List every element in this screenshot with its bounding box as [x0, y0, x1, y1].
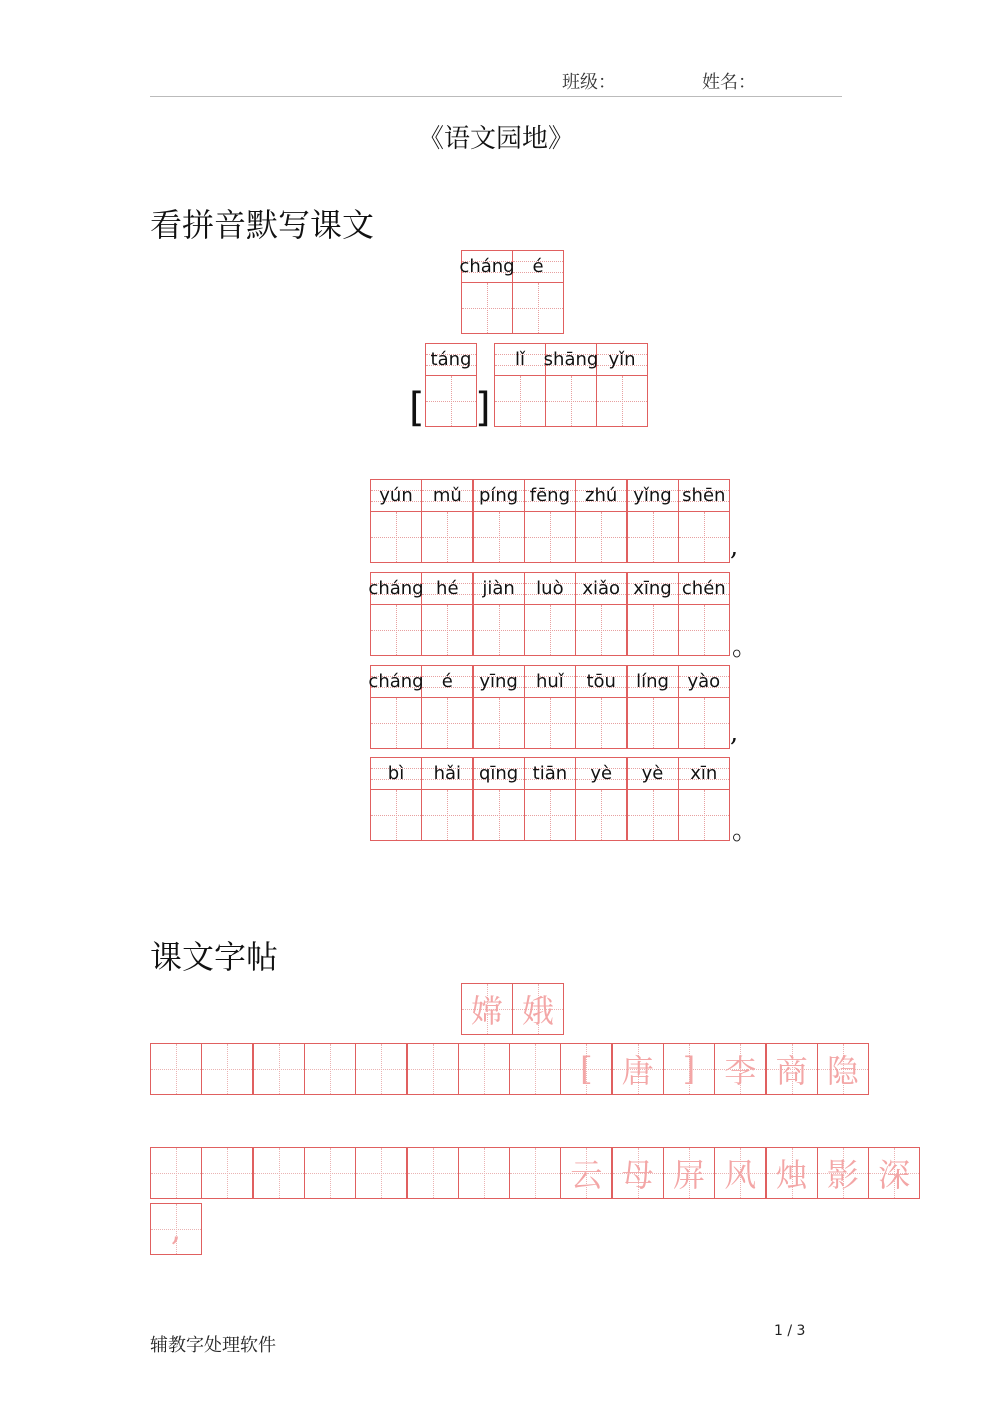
pinyin-label: qīng [478, 763, 519, 784]
write-box[interactable] [426, 376, 476, 426]
poem-cell [473, 665, 525, 749]
pinyin-label: yún [379, 485, 413, 506]
write-box[interactable] [371, 605, 421, 655]
copybook-cell[interactable] [253, 1043, 305, 1095]
pinyin-label: xiǎo [582, 578, 621, 599]
copybook-cell[interactable] [304, 1147, 356, 1199]
poem-cell [421, 479, 473, 563]
line-punctuation: , [730, 532, 739, 562]
poem-cell [627, 479, 679, 563]
pinyin-label: cháng [368, 671, 424, 692]
header-divider [150, 96, 842, 97]
pinyin-label: xīng [633, 578, 672, 599]
write-box[interactable] [525, 790, 575, 840]
copybook-cell[interactable] [612, 1043, 664, 1095]
write-box[interactable] [679, 512, 729, 562]
copybook-cell[interactable] [868, 1147, 920, 1199]
copybook-cell[interactable] [407, 1147, 459, 1199]
write-box[interactable] [513, 283, 563, 333]
dynasty-cell [425, 343, 477, 427]
copybook-cell[interactable] [663, 1043, 715, 1095]
write-box[interactable] [422, 605, 472, 655]
write-box[interactable] [628, 698, 678, 748]
copybook-cell[interactable] [355, 1147, 407, 1199]
close-bracket: ] [475, 385, 491, 431]
write-box[interactable] [495, 376, 545, 426]
trace-char: , [170, 1210, 182, 1248]
write-box[interactable] [679, 790, 729, 840]
trace-char: 风 [724, 1156, 757, 1194]
trace-char: 隐 [826, 1052, 859, 1090]
pinyin-label: é [441, 671, 453, 692]
page-title: 《语文园地》 [417, 124, 574, 154]
write-box[interactable] [371, 512, 421, 562]
copybook-cell[interactable] [612, 1147, 664, 1199]
copybook-cell[interactable] [150, 1043, 202, 1095]
poem-cell [575, 665, 627, 749]
poem-cell [678, 757, 730, 841]
pinyin-label: shēn [682, 485, 726, 506]
write-box[interactable] [576, 698, 626, 748]
poem-cell [678, 479, 730, 563]
write-box[interactable] [422, 698, 472, 748]
poem-cell [473, 572, 525, 656]
poem-cell [370, 757, 422, 841]
copybook-cell[interactable] [560, 1043, 612, 1095]
section-heading-dictation: 看拼音默写课文 [150, 206, 375, 244]
trace-char: [ [580, 1050, 593, 1088]
poem-cell [627, 665, 679, 749]
pinyin-label: cháng [459, 256, 515, 277]
poem-cell [421, 665, 473, 749]
copybook-cell[interactable] [714, 1043, 766, 1095]
poem-cell [473, 479, 525, 563]
pinyin-label: yè [590, 763, 613, 784]
pinyin-label: yè [641, 763, 664, 784]
write-box[interactable] [422, 512, 472, 562]
pinyin-label: yǐn [608, 349, 636, 370]
write-box[interactable] [597, 376, 647, 426]
pinyin-label: yīng [479, 671, 518, 692]
copybook-cell[interactable] [407, 1043, 459, 1095]
poem-cell [370, 572, 422, 656]
write-box[interactable] [679, 605, 729, 655]
poem-cell [575, 572, 627, 656]
write-box[interactable] [628, 605, 678, 655]
write-box[interactable] [525, 512, 575, 562]
trace-char: 云 [570, 1156, 603, 1194]
trace-char: 深 [878, 1156, 911, 1194]
write-box[interactable] [525, 698, 575, 748]
copybook-cell[interactable] [458, 1147, 510, 1199]
write-box[interactable] [371, 698, 421, 748]
copybook-cell[interactable] [509, 1147, 561, 1199]
pinyin-label: píng [478, 485, 519, 506]
pinyin-label: luò [536, 578, 564, 599]
pinyin-label: chén [681, 578, 726, 599]
open-bracket: [ [409, 385, 425, 431]
poem-cell [678, 665, 730, 749]
pinyin-label: hǎi [433, 763, 462, 784]
page-number: 1 / 3 [774, 1323, 806, 1339]
write-box[interactable] [525, 605, 575, 655]
pinyin-label: zhú [585, 485, 618, 506]
pinyin-label: huǐ [535, 671, 564, 692]
poem-cell [473, 757, 525, 841]
write-box[interactable] [576, 790, 626, 840]
poem-cell [627, 572, 679, 656]
poem-cell [524, 572, 576, 656]
pinyin-label: jiàn [482, 578, 515, 599]
pinyin-label: yào [687, 671, 721, 692]
pinyin-label: xīn [690, 763, 718, 784]
poem-cell [370, 479, 422, 563]
author-cell [545, 343, 597, 427]
poem-cell [421, 572, 473, 656]
write-box[interactable] [576, 605, 626, 655]
poem-cell [421, 757, 473, 841]
copybook-cell[interactable] [201, 1147, 253, 1199]
poem-cell [524, 665, 576, 749]
pinyin-label: hé [436, 578, 459, 599]
pinyin-label: bì [387, 763, 405, 784]
write-box[interactable] [679, 698, 729, 748]
copybook-cell[interactable] [150, 1203, 202, 1255]
author-cell [596, 343, 648, 427]
pinyin-label: fēng [529, 485, 571, 506]
trace-char: 母 [621, 1156, 654, 1194]
poem-cell [575, 757, 627, 841]
pinyin-label: líng [636, 671, 669, 692]
copybook-cell[interactable] [461, 983, 513, 1035]
name-label: 姓名： [702, 72, 756, 93]
copybook-cell[interactable] [150, 1147, 202, 1199]
trace-char: 屏 [672, 1156, 705, 1194]
line-punctuation: , [730, 718, 739, 748]
copybook-cell[interactable] [663, 1147, 715, 1199]
line-punctuation: 。 [732, 632, 759, 662]
write-box[interactable] [474, 512, 524, 562]
write-box[interactable] [546, 376, 596, 426]
copybook-cell[interactable] [714, 1147, 766, 1199]
pinyin-label: lǐ [514, 349, 525, 370]
copybook-cell[interactable] [766, 1043, 818, 1095]
pinyin-label: táng [430, 349, 472, 370]
copybook-cell[interactable] [817, 1147, 869, 1199]
author-cell [494, 343, 546, 427]
write-box[interactable] [576, 512, 626, 562]
trace-char: ] [682, 1050, 696, 1088]
write-box[interactable] [422, 790, 472, 840]
copybook-cell[interactable] [817, 1043, 869, 1095]
poem-title-cell [461, 250, 513, 334]
pinyin-label: tiān [532, 763, 568, 784]
poem-title-cell [512, 250, 564, 334]
write-box[interactable] [628, 790, 678, 840]
footer-software-name: 辅教字处理软件 [150, 1335, 276, 1356]
write-box[interactable] [474, 790, 524, 840]
poem-cell [524, 479, 576, 563]
pinyin-label: é [532, 256, 544, 277]
trace-char: 唐 [621, 1052, 654, 1090]
pinyin-label: tōu [586, 671, 616, 692]
copybook-cell[interactable] [201, 1043, 253, 1095]
trace-char: 影 [826, 1156, 859, 1194]
write-box[interactable] [474, 605, 524, 655]
pinyin-label: mǔ [432, 485, 462, 506]
poem-cell [678, 572, 730, 656]
trace-char: 娥 [521, 992, 554, 1030]
copybook-cell[interactable] [253, 1147, 305, 1199]
copybook-cell[interactable] [766, 1147, 818, 1199]
trace-char: 嫦 [470, 992, 503, 1030]
pinyin-label: shāng [543, 349, 599, 370]
write-box[interactable] [371, 790, 421, 840]
pinyin-label: yǐng [633, 485, 672, 506]
copybook-cell[interactable] [512, 983, 564, 1035]
trace-char: 商 [775, 1052, 808, 1090]
class-label: 班级： [562, 72, 616, 93]
poem-cell [524, 757, 576, 841]
section-heading-copybook: 课文字帖 [150, 938, 279, 976]
write-box[interactable] [474, 698, 524, 748]
copybook-cell[interactable] [509, 1043, 561, 1095]
trace-char: 李 [724, 1052, 757, 1090]
poem-cell [370, 665, 422, 749]
copybook-cell[interactable] [304, 1043, 356, 1095]
copybook-cell[interactable] [355, 1043, 407, 1095]
pinyin-label: cháng [368, 578, 424, 599]
write-box[interactable] [462, 283, 512, 333]
line-punctuation: 。 [732, 816, 759, 846]
copybook-cell[interactable] [458, 1043, 510, 1095]
write-box[interactable] [628, 512, 678, 562]
trace-char: 烛 [775, 1156, 808, 1194]
poem-cell [575, 479, 627, 563]
poem-cell [627, 757, 679, 841]
copybook-cell[interactable] [560, 1147, 612, 1199]
